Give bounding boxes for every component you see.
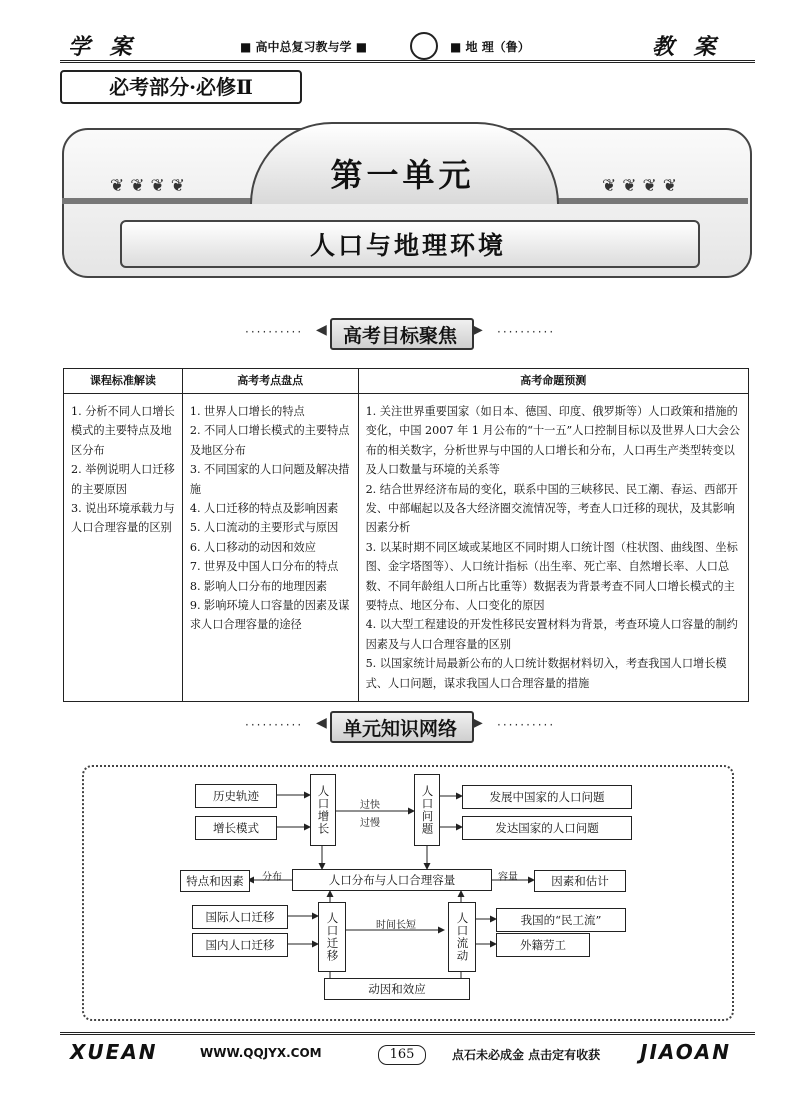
standard-item: 1. 分析不同人口增长模式的主要特点及地区分布 (71, 405, 175, 457)
footer-jiaoan: JIAOAN (640, 1040, 731, 1064)
point-item: 4. 人口迁移的特点及影响因素 (189, 502, 339, 516)
node-population-growth: 人口增长 (310, 774, 336, 846)
node-foreign-labor: 外籍劳工 (496, 933, 590, 957)
col-header-points: 高考考点盘点 (182, 369, 358, 394)
section-tag: 必考部分·必修Ⅱ (60, 70, 302, 104)
header-jiaoan: 教 案 (652, 34, 722, 60)
node-domestic-migration: 国内人口迁移 (192, 933, 288, 957)
label-too-fast: 过快 (360, 800, 380, 811)
network-heading: 单元知识网络 (342, 718, 457, 740)
node-population-problems: 人口问题 (414, 774, 440, 846)
heading-arrow-left-icon: ◀ (316, 715, 327, 731)
point-item: 9. 影响环境人口容量的因素及谋求人口合理容量的途径 (189, 599, 350, 632)
node-developed-countries: 发达国家的人口问题 (462, 816, 632, 840)
heading-arrow-left-icon: ◀ (316, 322, 327, 338)
unit-number: 第一单元 (330, 156, 475, 194)
label-capacity: 容量 (498, 872, 518, 883)
standard-item: 3. 说出环境承载力与人口合理容量的区别 (71, 502, 175, 535)
leaf-ornament-right-icon: ❦❦❦❦ (602, 176, 683, 196)
prediction-item: 3. 以某时期不同区域或某地区不同时期人口统计图（柱状图、曲线图、坐标图、金字塔图等）、人口统计指标（出生率、死亡率、自然增长率、人口总数、不同年龄组人口所占比重等）数据表为背景考查不同人口增长模式的主要特点、地区分布、人口变化的原因 (365, 540, 738, 613)
footer-url: WWW.QQJYX.COM (200, 1046, 322, 1060)
goals-heading: 高考目标聚焦 (342, 325, 457, 347)
header-series-title: ■ 高中总复习教与学 ■ (240, 40, 368, 54)
prediction-item: 1. 关注世界重要国家（如日本、德国、印度、俄罗斯等）人口政策和措施的变化，中国 2007 年 1 月公布的“十一五”人口控制目标以及世界人口大会公布的相关数字，分析世界与中国的人口增长和分布，人口再生产类型转变以及人口数量与环境的关系等 (365, 405, 741, 477)
point-item: 5. 人口流动的主要形式与原因 (189, 521, 339, 535)
node-population-flow: 人口流动 (448, 902, 476, 972)
point-item: 2. 不同人口增长模式的主要特点及地区分布 (189, 424, 350, 457)
label-time-length: 时间长短 (376, 920, 416, 931)
label-too-slow: 过慢 (360, 818, 380, 829)
header-subject: ■ 地 理（鲁） (450, 40, 530, 54)
node-international-migration: 国际人口迁移 (192, 905, 288, 929)
heading-dots-right: ·········· (497, 718, 556, 732)
standard-item: 2. 举例说明人口迁移的主要原因 (71, 463, 175, 496)
footer-slogan: 点石未必成金 点击定有收获 (452, 1048, 601, 1062)
node-developing-countries: 发展中国家的人口问题 (462, 785, 632, 809)
prediction-item: 5. 以国家统计局最新公布的人口统计数据材料切入，考查我国人口增长模式、人口问题，谋求我国人口合理容量的措施 (365, 657, 727, 690)
node-center-distribution-capacity: 人口分布与人口合理容量 (292, 869, 492, 891)
point-item: 8. 影响人口分布的地理因素 (189, 579, 328, 593)
heading-dots-left: ·········· (245, 718, 304, 732)
node-features-factors: 特点和因素 (180, 870, 250, 892)
heading-arrow-right-icon: ▶ (472, 322, 483, 338)
prediction-item: 4. 以大型工程建设的开发性移民安置材料为背景，考查环境人口容量的制约因素及与人口合理容量的区别 (365, 618, 738, 651)
prediction-item: 2. 结合世界经济布局的变化，联系中国的三峡移民、民工潮、春运、西部开发、中部崛起以及各大经济圈交流情况等，考查人口迁移的现状，及其影响因素分析 (365, 482, 738, 535)
node-history: 历史轨迹 (195, 784, 277, 808)
node-migrant-workers: 我国的“民工流” (496, 908, 626, 932)
col-header-standards: 课程标准解读 (64, 369, 183, 394)
footer-rule (60, 1032, 755, 1035)
leaf-ornament-left-icon: ❦❦❦❦ (110, 176, 191, 196)
footer-xuean: XUEAN (70, 1040, 158, 1064)
point-item: 3. 不同国家的人口问题及解决措施 (189, 463, 350, 496)
point-item: 7. 世界及中国人口分布的特点 (189, 560, 339, 574)
point-item: 1. 世界人口增长的特点 (189, 405, 305, 418)
heading-arrow-right-icon: ▶ (472, 715, 483, 731)
node-causes-effects: 动因和效应 (324, 978, 470, 1000)
heading-dots-left: ·········· (245, 325, 304, 339)
heading-dots-right: ·········· (497, 325, 556, 339)
node-growth-mode: 增长模式 (195, 816, 277, 840)
node-factors-estimate: 因素和估计 (534, 870, 626, 892)
node-population-migration: 人口迁移 (318, 902, 346, 972)
header-xuean: 学 案 (68, 34, 138, 60)
page-number: 165 (378, 1045, 426, 1065)
unit-title: 人口与地理环境 (309, 231, 506, 260)
col-header-predictions: 高考命题预测 (358, 369, 748, 394)
point-item: 6. 人口移动的动因和效应 (189, 540, 316, 554)
label-distribution: 分布 (262, 872, 282, 883)
